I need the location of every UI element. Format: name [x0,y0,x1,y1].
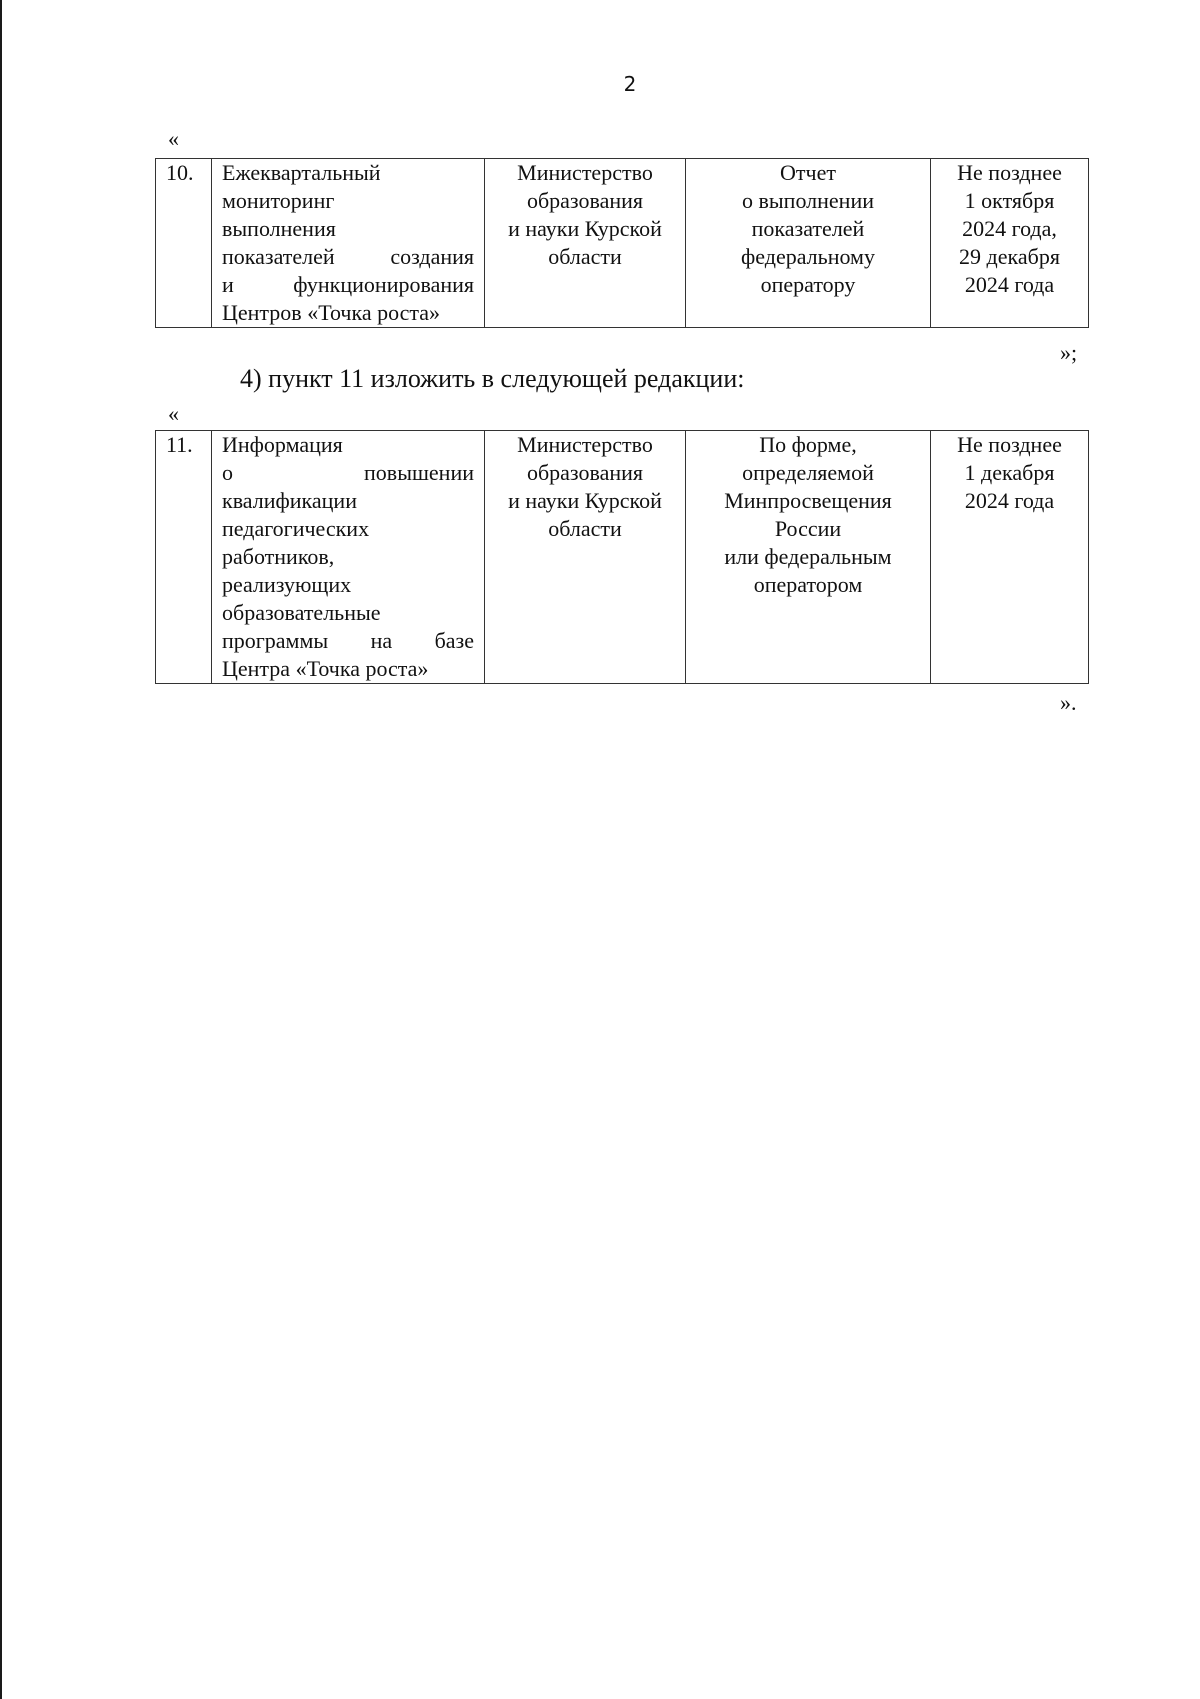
cell-line: показателей [751,216,865,241]
cell-line: 2024 года [964,488,1055,513]
table-row [156,431,1089,684]
responsible-organization [485,159,686,328]
cell-line [222,271,474,299]
cell-line: По форме, [759,432,857,457]
deadline [931,159,1089,328]
closing-quote-2: ». [1060,690,1077,715]
cell-line: области [548,516,622,541]
cell-word: Центра «Точка роста» [222,656,429,681]
cell-line: Министерство [517,432,653,457]
table-item-11 [155,430,1089,684]
cell-word: мониторинг [222,188,335,213]
cell-line [222,299,474,327]
item-description [212,431,485,684]
opening-quote-1: « [168,126,179,151]
cell-line [222,599,474,627]
cell-line: или федеральным [724,544,892,569]
item-description [212,159,485,328]
cell-word: педагогических [222,516,370,541]
cell-word: функционирования [293,272,474,297]
cell-line [222,187,474,215]
cell-line: Минпросвещения [724,488,892,513]
cell-line: 29 декабря [959,244,1060,269]
cell-line [222,515,474,543]
page-number: 2 [623,72,637,96]
cell-line: федеральному [741,244,875,269]
cell-line: 1 декабря [964,460,1055,485]
cell-line [222,655,474,683]
cell-line [222,215,474,243]
cell-word: Ежеквартальный [222,160,381,185]
cell-line: определяемой [742,460,874,485]
cell-line: оператором [753,572,863,597]
item-number: 10. [156,159,212,328]
cell-word: реализующих [222,572,352,597]
cell-word: Центров «Точка роста» [222,300,441,325]
cell-line: оператору [760,272,856,297]
cell-word: выполнения [222,216,336,241]
cell-line: России [774,516,842,541]
cell-line: Отчет [780,160,836,185]
cell-line: и науки Курской [508,216,662,241]
cell-line [222,571,474,599]
cell-line [222,627,474,655]
cell-line: образования [526,188,644,213]
item-number: 11. [156,431,212,684]
table-row [156,159,1089,328]
cell-word: образовательные [222,600,381,625]
cell-line: Министерство [517,160,653,185]
table-item-10 [155,158,1089,328]
cell-word: о [222,460,233,485]
cell-line [222,543,474,571]
cell-word: Информация [222,432,343,457]
cell-word: и [222,272,234,297]
cell-word: создания [390,244,474,269]
opening-quote-2: « [168,401,179,426]
cell-word: работников, [222,544,335,569]
amendment-instruction: 4) пункт 11 изложить в следующей редакции: [240,364,745,393]
cell-line: области [548,244,622,269]
cell-line: Не позднее [957,160,1062,185]
cell-line: 2024 года, [962,216,1057,241]
cell-word: квалификации [222,488,357,513]
cell-line: образования [526,460,644,485]
cell-line: и науки Курской [508,488,662,513]
report-form [686,159,931,328]
responsible-organization [485,431,686,684]
cell-word: программы [222,628,329,653]
deadline [931,431,1089,684]
cell-word: повышении [364,460,474,485]
cell-line: 1 октября [964,188,1055,213]
cell-line [222,459,474,487]
closing-quote-1: »; [1060,340,1078,365]
cell-word: базе [434,628,474,653]
scan-left-edge [0,0,2,1699]
cell-line [222,243,474,271]
cell-line: 2024 года [964,272,1055,297]
report-form [686,431,931,684]
cell-line [222,159,474,187]
cell-word: на [370,628,393,653]
cell-line: о выполнении [742,188,874,213]
cell-line: Не позднее [957,432,1062,457]
cell-word: показателей [222,244,335,269]
cell-line [222,487,474,515]
cell-line [222,431,474,459]
